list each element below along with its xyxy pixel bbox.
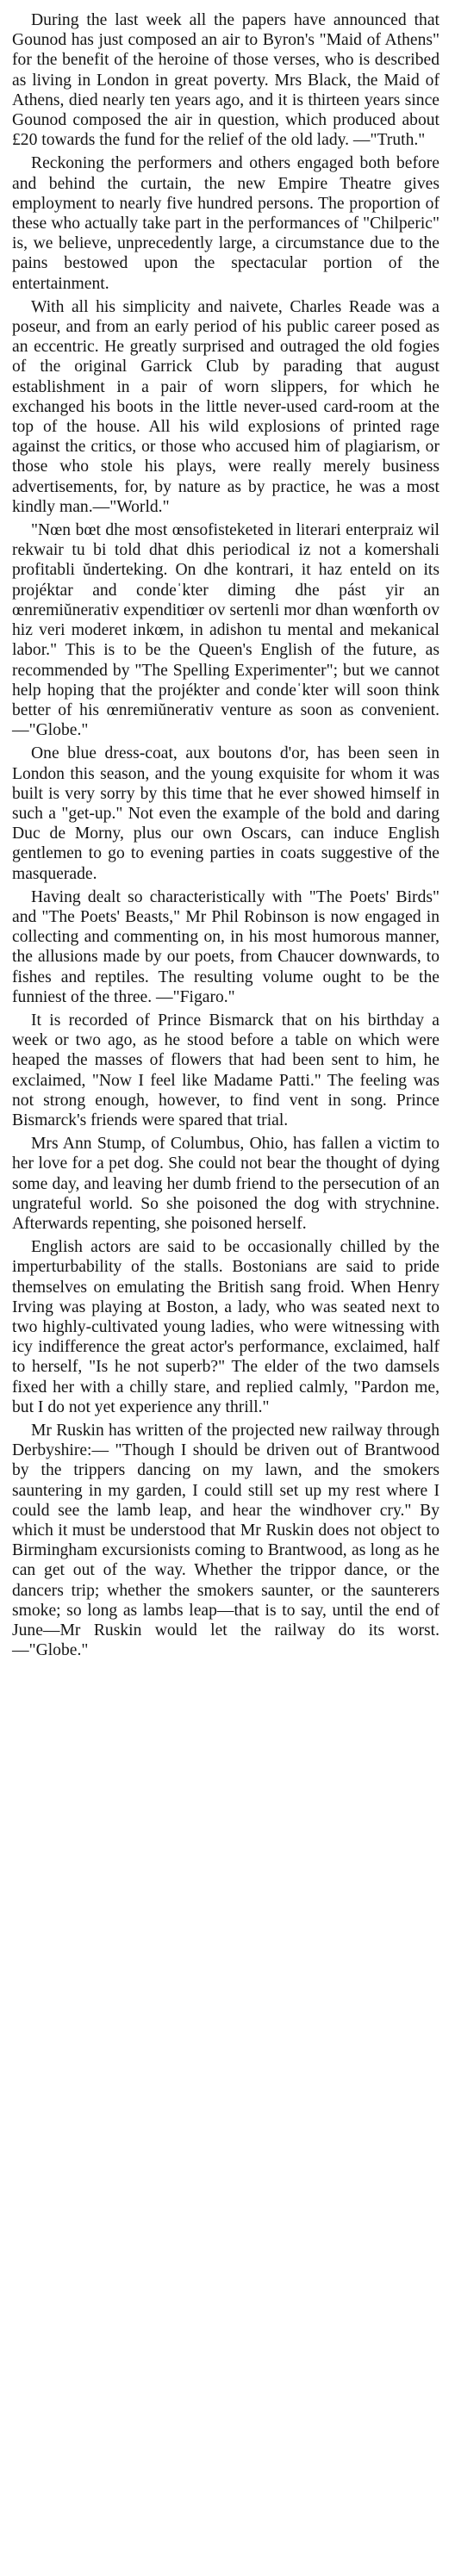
paragraph-ann-stump: Mrs Ann Stump, of Columbus, Ohio, has fallen a victim to her love for a pet dog. She could not bear the thought of dying some day, and leaving her dumb friend to the persecution of an ungrateful world. So she poisoned the dog with strychnine. Afterwards repenting, she poisoned herself. bbox=[12, 1135, 439, 1233]
paragraph-ruskin-railway: Mr Ruskin has written of the projected new railway through Derbyshire:— "Though I should be driven out of Brantwood by the trippers dancing on my lawn, and the smokers sauntering in my garden, I could still set up my rest where I could see the lamb leap, and hear the windhover cry." By which it must be understood that Mr Ruskin does not object to Birmingham excursionists coming to Brantwood, as long as he can get out of the way. Whether the trippor dance, or the dancers trip; whether the smokers saunter, or the saunterers smoke; so long as lambs leap—that is to say, until the end of June—Mr Ruskin would let the railway do its worst. —"Globe." bbox=[12, 1422, 439, 1660]
paragraph-prince-bismarck: It is recorded of Prince Bismarck that on his birthday a week or two ago, as he stood before a table on which were heaped the masses of flowers that had been sent to him, he exclaimed, "Now I feel like Madame Patti." The feeling was not strong enough, however, to find vent in song. Prince Bismarck's friends were spared that trial. bbox=[12, 1011, 439, 1129]
paragraph-empire-theatre: Reckoning the performers and others engaged both before and behind the curtain, the new Empire Theatre gives employment to nearly five hundred persons. The proportion of these who actually take part in the performances of "Chilperic" is, we believe, unprecedently large, a circumstance due to the pains bestowed upon the spectacular portion of the entertainment. bbox=[12, 154, 439, 293]
paragraph-blue-dress-coat: One blue dress-coat, aux boutons d'or, has been seen in London this season, and the young exquisite for whom it was built is very sorry by this time that he ever showed himself in such a "get-up." Not even the example of the bold and daring Duc de Morny, plus our own Oscars, can induce English gentlemen to go to evening parties in coats suggestive of the masquerade. bbox=[12, 744, 439, 883]
paragraph-gounod-maid-of-athens: During the last week all the papers have announced that Gounod has just composed an air to Byron's "Maid of Athens" for the benefit of the heroine of those verses, who is described as living in London in great poverty. Mrs Black, the Maid of Athens, died nearly ten years ago, and it is thirteen years since Gounod composed the air in question, which produced about £20 towards the fund for the relief of the old lady. —"Truth." bbox=[12, 11, 439, 150]
paragraph-english-actors-boston: English actors are said to be occasionally chilled by the imperturbability of the stalls. Bostonians are said to pride themselves on emulating the British sang froid. When Henry Irving was playing at Boston, a lady, who was seated next to two highly-cultivated young ladies, who were witnessing with icy indifference the great actor's performance, exclaimed, half to herself, "Is he not superb?" The elder of the two damsels fixed her with a chilly stare, and replied calmly, "Pardon me, but I do not yet experience any thrill." bbox=[12, 1238, 439, 1416]
paragraph-charles-reade: With all his simplicity and naivete, Charles Reade was a poseur, and from an early period of his public career posed as an eccentric. He greatly surprised and outraged the old fogies of the original Garrick Club by parading that august establishment in a pair of worn slippers, for which he exchanged his boots in the little never-used card-room at the top of the house. All his wild explosions of printed rage against the critics, or those who accused him of plagiarism, or those who stole his plays, were really merely business advertisements, for, by nature as by practice, he was a most kindly man.—"World." bbox=[12, 297, 439, 516]
paragraph-phil-robinson: Having dealt so characteristically with "The Poets' Birds" and "The Poets' Beasts," Mr Phil Robinson is now engaged in collecting and commenting on, in his most humorous manner, the allusions made by our poets, from Chaucer downwards, to fishes and reptiles. The resulting volume ought to be the funniest of the three. —"Figaro." bbox=[12, 887, 439, 1006]
paragraph-spelling-experimenter: "Nœn bœt dhe most œnsofisteketed in literari enterpraiz wil rekwair tu bi told dhat dhis periodical iz not a komershali profitabli ŭnderteking. On dhe kontrari, it haz enteld on its projéktar and condeˈkter diming dhe pást yir an œnremiŭnerativ expenditiœr ov sertenli mor dhan wœnforth ov hiz veri moderet inkœm, in adishon tu mental and mekanical labor." This is to be the Queen's English of the future, as recommended by "The Spelling Experimenter"; but we cannot help hoping that the projékter and condeˈkter will soon think better of his œnremiŭnerativ venture as soon as convenient.—"Globe." bbox=[12, 521, 439, 740]
